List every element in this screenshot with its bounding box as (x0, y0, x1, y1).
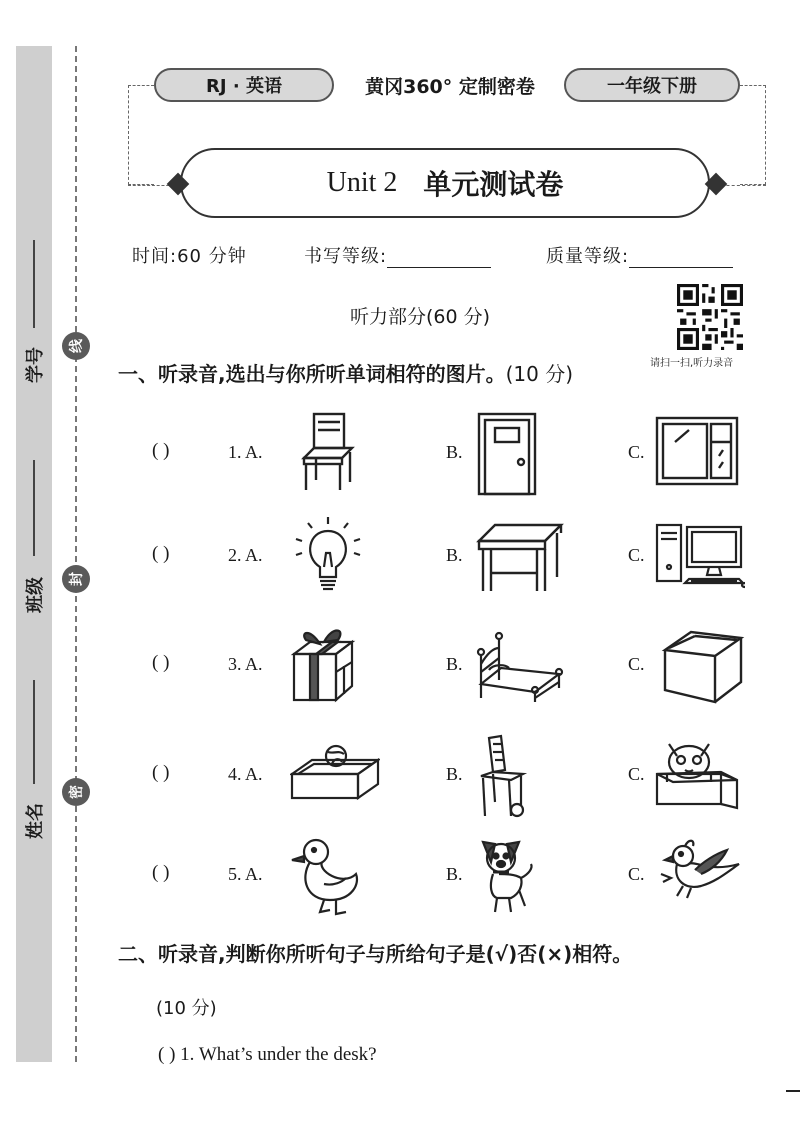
question-number: 4. A. (228, 764, 263, 784)
question-number: 3. A. (228, 654, 263, 674)
window-icon[interactable] (655, 412, 745, 496)
answer-paren[interactable]: ( ) (152, 762, 170, 783)
option-b-label: B. (446, 654, 463, 674)
student-id-label: 学号 (25, 347, 46, 383)
bed-icon[interactable] (475, 624, 565, 708)
page-edge-mark (786, 1090, 800, 1092)
duck-icon[interactable] (290, 834, 380, 918)
title-banner (180, 148, 710, 218)
cat-in-box-icon[interactable] (655, 734, 745, 818)
question-row-4 (0, 734, 800, 824)
seal-seal: 封 (62, 565, 90, 593)
quality-grade (546, 242, 733, 268)
box-icon[interactable] (655, 624, 745, 708)
qr-caption: 请扫一扫,听力录音 (650, 358, 734, 369)
option-b-label: B. (446, 442, 463, 462)
time-info: 时间:60 分钟 (132, 246, 247, 267)
answer-paren[interactable]: ( ) (152, 862, 170, 883)
question-row-1 (0, 412, 800, 502)
page-title: 单元测试卷 (423, 168, 564, 201)
option-c-label: C. (628, 442, 645, 462)
question-row-3 (0, 624, 800, 714)
quality-grade-label: 质量等级: (546, 246, 630, 267)
student-id-line (33, 240, 35, 328)
subject-pill: RJ · 英语 (154, 68, 334, 102)
answer-paren[interactable]: ( ) (158, 1044, 176, 1065)
question-2-1 (158, 1044, 377, 1066)
gift-box-icon[interactable] (290, 624, 380, 708)
option-c-label: C. (628, 764, 645, 784)
desk-icon[interactable] (475, 515, 565, 599)
header-dash-left (128, 85, 154, 185)
computer-icon[interactable] (655, 515, 745, 599)
option-b-label: B. (446, 545, 463, 565)
question-number: 1. A. (228, 442, 263, 462)
name-label: 姓名 (25, 803, 46, 839)
option-b-label: B. (446, 864, 463, 884)
class-label: 班级 (25, 577, 46, 613)
section-1-heading (118, 358, 573, 387)
question-2-1-text: 1. What’s under the desk? (180, 1044, 377, 1065)
light-bulb-icon[interactable] (290, 515, 380, 599)
listening-title: 听力部分(60 分) (350, 306, 491, 328)
answer-paren[interactable]: ( ) (152, 652, 170, 673)
answer-paren[interactable]: ( ) (152, 543, 170, 564)
writing-grade (304, 242, 491, 268)
option-c-label: C. (628, 545, 645, 565)
answer-paren[interactable]: ( ) (152, 440, 170, 461)
section-1-score: (10 分) (505, 362, 574, 386)
section-1-text: 一、听录音,选出与你所听单词相符的图片。 (118, 362, 506, 386)
quality-grade-blank[interactable] (629, 248, 733, 268)
brand-title: 黄冈360° 定制密卷 (365, 76, 535, 98)
writing-grade-label: 书写等级: (304, 246, 388, 267)
section-2-score: (10 分) (156, 998, 217, 1019)
unit-label: Unit 2 (326, 167, 398, 198)
section-2-heading: 二、听录音,判断你所听句子与所给句子是(√)否(×)相符。 (118, 942, 633, 966)
option-b-label: B. (446, 764, 463, 784)
qr-code-icon[interactable] (677, 284, 743, 350)
writing-grade-blank[interactable] (387, 248, 491, 268)
dog-icon[interactable] (475, 834, 565, 918)
grade-pill: 一年级下册 (564, 68, 740, 102)
bird-icon[interactable] (655, 834, 745, 918)
option-c-label: C. (628, 654, 645, 674)
question-row-2 (0, 515, 800, 605)
question-number: 2. A. (228, 545, 263, 565)
option-c-label: C. (628, 864, 645, 884)
chair-icon[interactable] (290, 412, 380, 496)
question-number: 5. A. (228, 864, 263, 884)
seal-line: 线 (62, 332, 90, 360)
chair-with-ball-icon[interactable] (475, 734, 565, 818)
seal-secret: 密 (62, 778, 90, 806)
question-row-5 (0, 834, 800, 924)
door-icon[interactable] (475, 412, 565, 496)
header-dash-right (740, 85, 766, 185)
ball-in-box-icon[interactable] (290, 734, 380, 818)
